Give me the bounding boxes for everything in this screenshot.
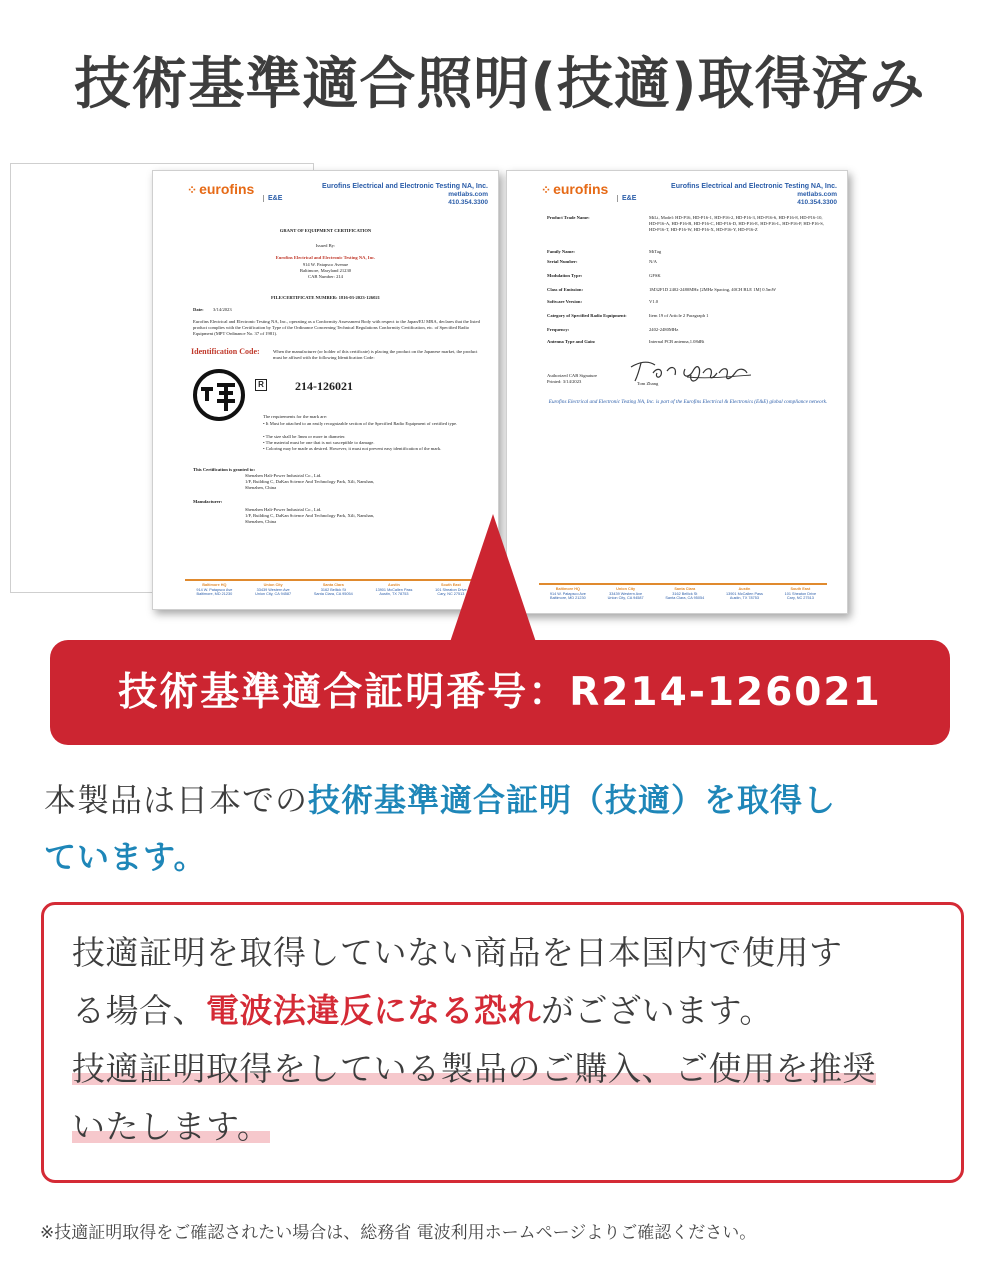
detail-value: N/A <box>649 259 657 264</box>
registration-number: 214-126021 <box>295 379 353 393</box>
identification-note: When the manufacturer (or holder of this certificate) is placing the product on the Japanese market, the product must be affixed with the following Identification Code: <box>273 349 478 360</box>
detail-key: Software Version: <box>547 299 583 304</box>
cert-heading: GRANT OF EQUIPMENT CERTIFICATION <box>279 228 372 233</box>
file-number: FILE/CERTIFICATE NUMBER: 1816-03-2023-126021 <box>271 295 380 300</box>
cert-footer-offices <box>185 583 478 597</box>
office-3: Austin 13901 McCallen Pass Austin, TX 78753 <box>375 583 413 597</box>
compliance-statement: Eurofins Electrical and Electronic Testing NA, Inc. is part of the Eurofins Electrical & Electronics (E&E) global compliance network. <box>548 399 828 405</box>
office-0: Baltimore HQ 914 W. Patapsco Ave Baltimore, MD 21230 <box>549 587 586 601</box>
intro-paragraph <box>44 772 974 886</box>
detail-key: Modulation Type: <box>547 273 583 278</box>
warning-line-2: る場合、電波法違反になる恐れがございます。 <box>72 991 773 1030</box>
detail-value: 2402-2480MHz <box>649 327 679 332</box>
manufacturer-label: Manufacturer: <box>193 499 223 504</box>
company-contact: Eurofins Electrical and Electronic Testing NA, Inc. metlabs.com 410.354.3300 <box>671 183 837 206</box>
manufacturer-line-2: 1/F, Building C, DaKan Science And Technology Park, Xili, Nanshan, <box>245 513 375 518</box>
detail-value: GFSK <box>649 273 661 278</box>
requirement-2: • The size shall be 3mm or more in diameter. <box>263 434 346 439</box>
detail-key: Serial Number: <box>547 259 578 264</box>
page-title: 技術基準適合照明(技適)取得済み <box>74 52 926 117</box>
requirement-4: • Coloring may be made as desired. However, it must not prevent easy identification of the mark. <box>263 446 442 451</box>
footer-rule <box>539 583 827 585</box>
warning-line-3: 技適証明取得をしている製品のご購入、ご使用を推奨 <box>72 1049 876 1088</box>
issued-by: Issued By: <box>315 243 336 248</box>
certificate-details-page <box>506 170 848 614</box>
certificate-number-text: 技術基準適合証明番号：R214-126021 <box>118 670 882 715</box>
identification-label: Identification Code: <box>191 347 260 356</box>
issuer-address-1: 914 W. Patapsco Avenue <box>302 262 349 267</box>
detail-key: Category of Specified Radio Equipment: <box>547 313 627 318</box>
printed-date: Printed: 3/14/2023 <box>547 379 582 384</box>
office-3: Austin 13901 McCallen Pass Austin, TX 78753 <box>725 587 763 601</box>
cert-footer-offices <box>539 587 827 601</box>
detail-key: Product Trade Name: <box>547 215 590 220</box>
granted-line-2: 1/F, Building C, DaKan Science And Technology Park, Xili, Nanshan, <box>245 479 375 484</box>
footnote: ※技適証明取得をご確認されたい場合は、総務省 電波利用ホームページよりご確認ください。 <box>40 1223 757 1243</box>
detail-value: Internal PCB antenna,1.08dBi <box>649 339 705 344</box>
detail-value: MiTag <box>649 249 662 254</box>
office-2: Santa Clara 3162 Bellick St Santa Clara, CA 95054 <box>665 587 705 601</box>
office-1: Union City 33439 Western Ave Union City, CA 94587 <box>255 583 292 597</box>
warning-line-4: いたします。 <box>72 1107 271 1146</box>
warning-text <box>72 924 952 1156</box>
cert-body: Eurofins Electrical and Electronic Testing NA, Inc., operating as a Conformity Assessment Body with respect to the Japan/EU MRA, declares that the listed product complies with the Certification by Type of the Ordinance Concerning Technical Regulations Conformity Certification, etc. of Specified Radio Equipment (MPT Ordinance No. 37 of 1981). <box>193 319 480 336</box>
cert-header <box>507 171 847 215</box>
ee-label: E&E <box>617 195 636 202</box>
granted-line-1: Shenzhen Hali-Power Industrial Co., Ltd. <box>245 473 322 478</box>
intro-text: 本製品は日本での <box>44 781 309 819</box>
requirement-3: • The material must be one that is not susceptible to damage. <box>263 440 375 445</box>
warning-line-1: 技適証明を取得していない商品を日本国内で使用す <box>72 933 843 972</box>
issuer-name: Eurofins Electrical and Electronic Testing NA, Inc. <box>275 255 376 260</box>
ee-label: E&E <box>263 195 282 202</box>
eurofins-logo: ⁘ eurofins <box>541 181 609 197</box>
signer-name: Tom Zhang <box>637 381 659 386</box>
granted-label: This Certification is granted to: <box>193 467 256 472</box>
issuer-address-2: Baltimore, Maryland 21230 <box>299 268 352 273</box>
manufacturer-line-1: Shenzhen Hali-Power Industrial Co., Ltd. <box>245 507 322 512</box>
intro-highlight: 技術基準適合証明（技適）を取得し <box>308 781 837 819</box>
signature-label: Authorized CAB Signature <box>547 373 598 378</box>
office-4: South East 101 Sheaton Drive Cary, NC 27513 <box>435 583 467 597</box>
detail-key: Family Name: <box>547 249 575 254</box>
footer-rule <box>185 579 478 581</box>
cert-date: 3/14/2023 <box>213 307 232 312</box>
manufacturer-line-3: Shenzhen, China <box>245 519 277 524</box>
detail-value: Item 19 of Article 2 Paragraph 1 <box>649 313 709 318</box>
intro-highlight-end: ています。 <box>44 838 207 876</box>
detail-key: Antenna Type and Gain: <box>547 339 596 344</box>
detail-key: Class of Emission: <box>547 287 583 292</box>
giteki-mark-icon <box>191 367 247 423</box>
detail-value: 1M32F1D 2402-2480MHz [2MHz Spacing, 40CH BLE 1M] 0.5mW <box>649 287 776 292</box>
requirement-1: • It Must be attached to an easily recognizable section of the Specified Radio Equipment of certified type. <box>263 421 458 426</box>
eurofins-logo: ⁘ eurofins <box>187 181 255 197</box>
office-1: Union City 33439 Western Ave Union City, CA 94587 <box>607 587 644 601</box>
office-2: Santa Clara 3162 Bellick St Santa Clara, CA 95054 <box>313 583 353 597</box>
warning-highlight: 電波法違反になる恐れ <box>206 991 541 1030</box>
detail-key: Frequency: <box>547 327 570 332</box>
company-contact: Eurofins Electrical and Electronic Testing NA, Inc. metlabs.com 410.354.3300 <box>322 183 488 206</box>
granted-line-3: Shenzhen, China <box>245 485 277 490</box>
cab-number: CAB Number: 214 <box>308 274 343 279</box>
office-0: Baltimore HQ 914 W. Patapsco Ave Baltimore, MD 21230 <box>196 583 233 597</box>
requirements-title: The requirements for the mark are: <box>263 414 328 419</box>
r-mark: R <box>255 379 267 391</box>
office-4: South East 101 Sheaton Drive Cary, NC 27513 <box>784 587 817 601</box>
detail-value: V1.0 <box>649 299 659 304</box>
detail-value: MiLi, Model: HD-P16, HD-P16-1, HD-P16-2, HD-P16-3, HD-P16-6, HD-P16-8, HD-P16-10, HD-P16-A, HD-P16-B, HD-P16-C, HD-P16-D, HD-P16-E, HD-P16-L, HD-P16-P, HD-P16-S, HD-P16-T, HD-P16-W, HD-P16-X, HD-P16-Y, HD-P16-Z <box>649 215 824 232</box>
callout-pointer-icon <box>438 514 548 654</box>
cert-header <box>153 171 498 215</box>
date-label: Date: <box>193 307 204 312</box>
